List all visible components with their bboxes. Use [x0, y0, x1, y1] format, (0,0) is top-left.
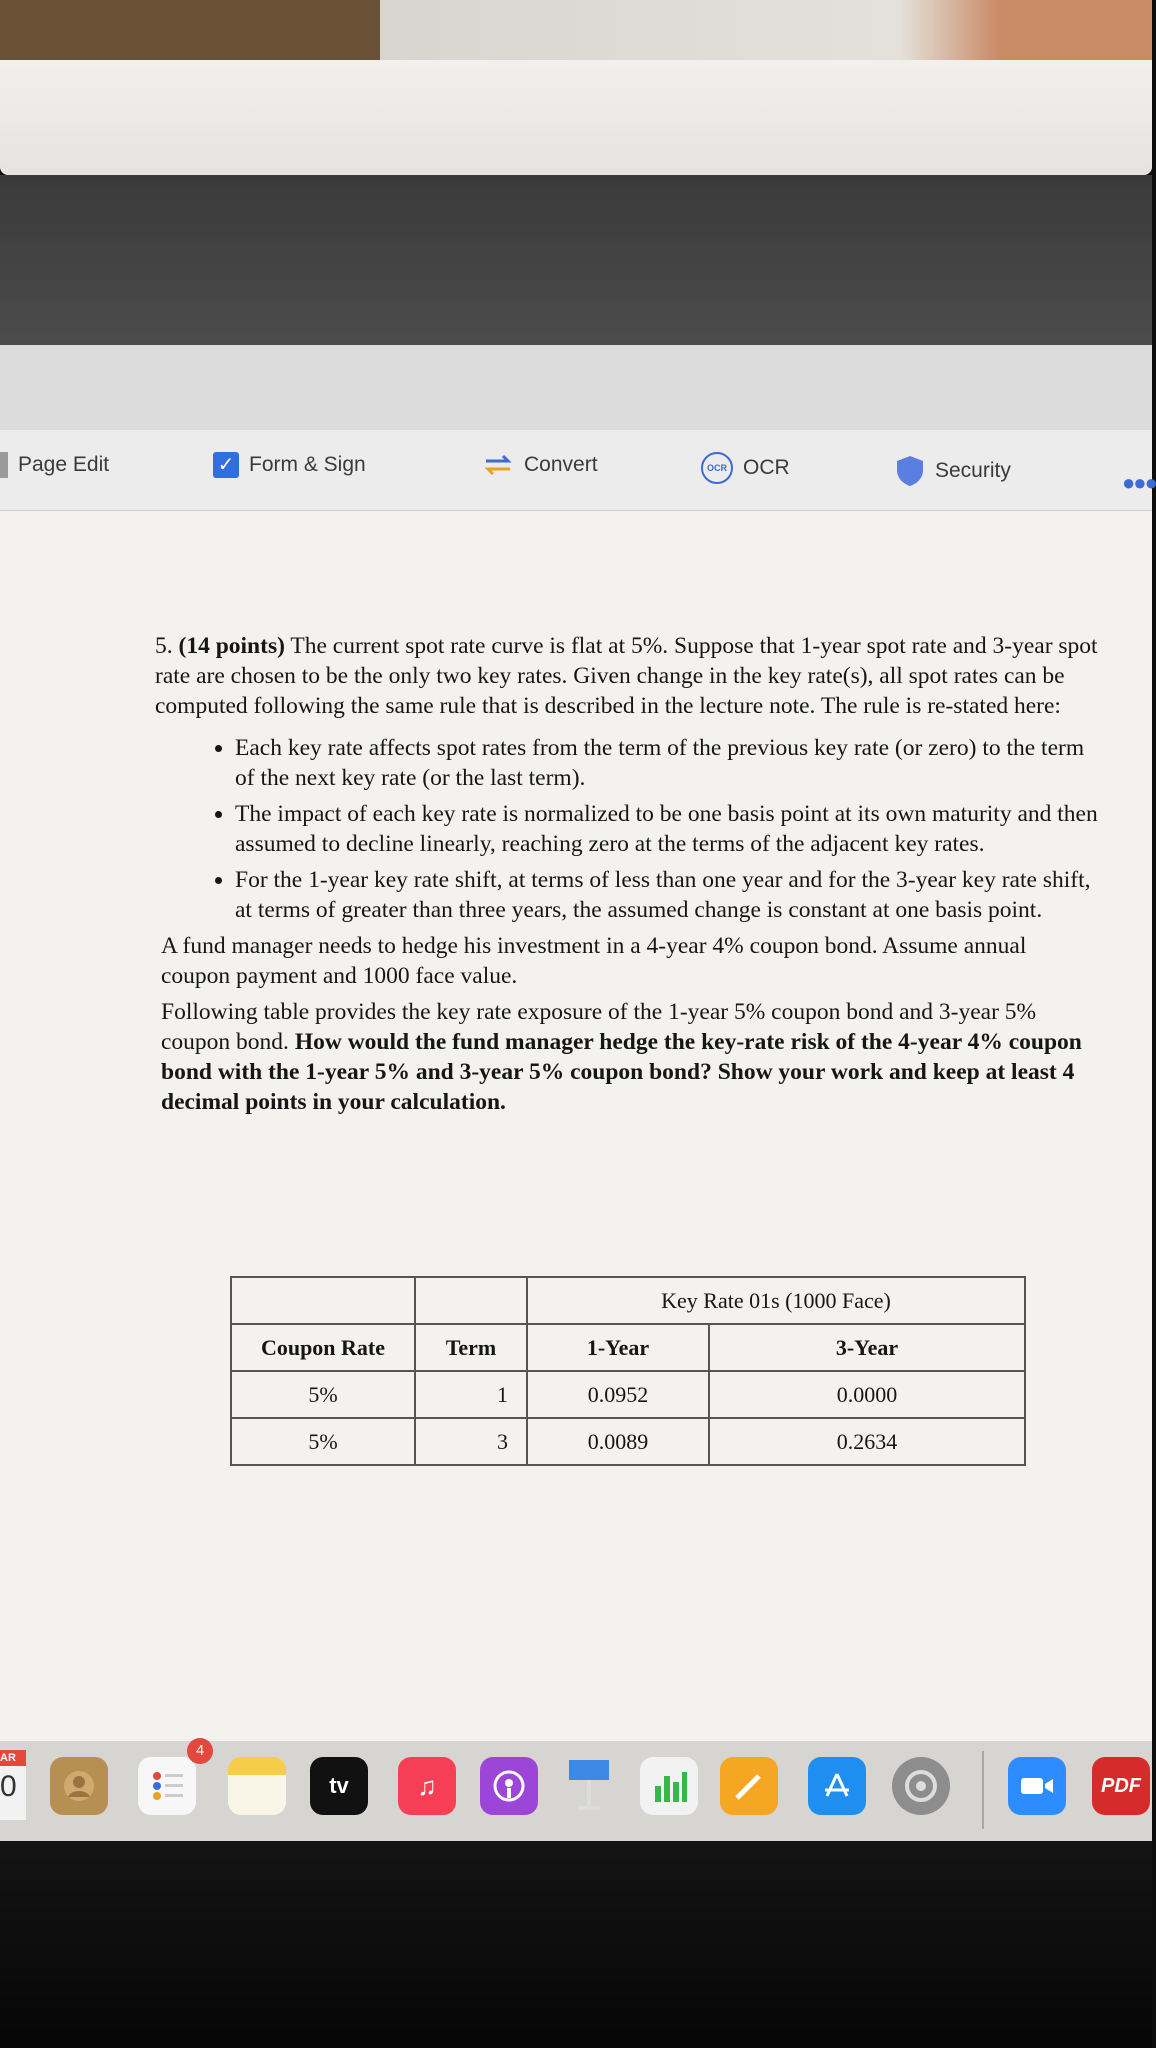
- app-store-icon[interactable]: [808, 1757, 866, 1815]
- security-label: Security: [935, 459, 1011, 482]
- checkmark-icon: ✓: [213, 452, 239, 478]
- ocr-button[interactable]: [701, 452, 790, 484]
- dock: [0, 1741, 1152, 1841]
- dock-separator: [982, 1751, 984, 1829]
- convert-button[interactable]: [482, 452, 598, 478]
- table-cell: 0.0952: [527, 1371, 709, 1418]
- header-coupon-rate: Coupon Rate: [231, 1324, 415, 1371]
- apple-tv-label: tv: [329, 1773, 349, 1798]
- table-header-row: [231, 1324, 1025, 1371]
- ocr-label: OCR: [743, 456, 790, 479]
- table-cell: 5%: [231, 1418, 415, 1465]
- window-title-area: [0, 175, 1152, 345]
- laptop-bezel: [0, 60, 1152, 175]
- rule-item: • The impact of each key rate is normalized to be one basis point at its own maturity and then assumed to decline linearly, reaching zero at the terms of the adjacent key rates.: [235, 799, 1100, 859]
- laptop-lower-bezel: [0, 1841, 1152, 2048]
- header-1-year: 1-Year: [527, 1324, 709, 1371]
- calendar-icon[interactable]: [0, 1750, 26, 1820]
- keynote-icon[interactable]: [560, 1757, 618, 1815]
- calendar-date: 0: [0, 1770, 17, 1803]
- security-button[interactable]: [895, 454, 1011, 488]
- calendar-month: AR: [0, 1750, 26, 1766]
- music-icon[interactable]: ♫: [398, 1757, 456, 1815]
- page-edit-icon: [0, 452, 8, 478]
- notification-badge: 4: [187, 1738, 213, 1764]
- rule-item: • Each key rate affects spot rates from the term of the previous key rate (or zero) to the term of the next key rate (or the last term).: [235, 733, 1100, 793]
- key-rate-table: [230, 1276, 1026, 1466]
- pages-icon[interactable]: [720, 1757, 778, 1815]
- fund-manager-paragraph: A fund manager needs to hedge his investment in a 4-year 4% coupon bond. Assume annual coupon payment and 1000 face value.: [161, 933, 1027, 989]
- shield-icon: [895, 454, 925, 488]
- rule-list: [155, 733, 1100, 925]
- apple-tv-icon[interactable]: [310, 1757, 368, 1815]
- question-intro: [155, 631, 1100, 721]
- table-cell: 0.2634: [709, 1418, 1025, 1465]
- table-intro-paragraph: [161, 997, 1100, 1117]
- page-edit-button[interactable]: [0, 452, 109, 478]
- table-row: [231, 1371, 1025, 1418]
- more-options-icon[interactable]: ●●●: [1122, 470, 1156, 495]
- table-cell: 1: [415, 1371, 527, 1418]
- system-preferences-icon[interactable]: [892, 1757, 950, 1815]
- zoom-icon[interactable]: [1008, 1757, 1066, 1815]
- table-group-header-row: [231, 1277, 1025, 1324]
- table-cell: 0.0089: [527, 1418, 709, 1465]
- rule-item: • For the 1-year key rate shift, at terms of less than one year and for the 3-year key rate shift, at terms of greater than three years, the assumed change is constant at one basis point.: [235, 865, 1100, 925]
- table-cell: [231, 1277, 415, 1324]
- form-sign-button[interactable]: [213, 452, 366, 478]
- notes-icon[interactable]: [228, 1757, 286, 1815]
- convert-icon: [482, 452, 514, 478]
- page-edit-label: Page Edit: [18, 453, 110, 476]
- ocr-icon: OCR: [701, 452, 733, 484]
- pdf-page: [0, 511, 1152, 1741]
- contacts-icon[interactable]: [50, 1757, 108, 1815]
- group-header: Key Rate 01s (1000 Face): [527, 1277, 1025, 1324]
- task-instruction: How would the fund manager hedge the key-rate risk of the 4-year 4% coupon bond with the 1-year 5% and 3-year 5% coupon bond? Show your work and keep at least 4 decimal points in your calculation.: [161, 1029, 1082, 1115]
- table-cell: [415, 1277, 527, 1324]
- question-text: [155, 631, 1100, 1117]
- question-number: 5.: [155, 633, 173, 659]
- numbers-icon[interactable]: [640, 1757, 698, 1815]
- pdf-toolbar: [0, 430, 1152, 511]
- pdf-app-label: PDF: [1101, 1774, 1141, 1797]
- convert-label: Convert: [524, 453, 598, 476]
- table-cell: 3: [415, 1418, 527, 1465]
- form-sign-label: Form & Sign: [249, 453, 366, 476]
- table-cell: 5%: [231, 1371, 415, 1418]
- pdf-app-icon[interactable]: [1092, 1757, 1150, 1815]
- table-row: [231, 1418, 1025, 1465]
- table-cell: 0.0000: [709, 1371, 1025, 1418]
- reminders-icon[interactable]: [138, 1757, 196, 1815]
- question-points: (14 points): [178, 633, 285, 659]
- table-intro-text: Following table provides the key rate exposure of the 1-year 5% coupon bond and 3-year 5% coupon bond.: [161, 999, 1037, 1055]
- window-header: [0, 345, 1152, 430]
- question-intro-text: The current spot rate curve is flat at 5%. Suppose that 1-year spot rate and 3-year spot rate are chosen to be the only two key rates. Given change in the key rate(s), all spot rates can be computed following the same rule that is described in the lecture note. The rule is re-stated here:: [155, 633, 1098, 719]
- header-3-year: 3-Year: [709, 1324, 1025, 1371]
- podcasts-icon[interactable]: [480, 1757, 538, 1815]
- header-term: Term: [415, 1324, 527, 1371]
